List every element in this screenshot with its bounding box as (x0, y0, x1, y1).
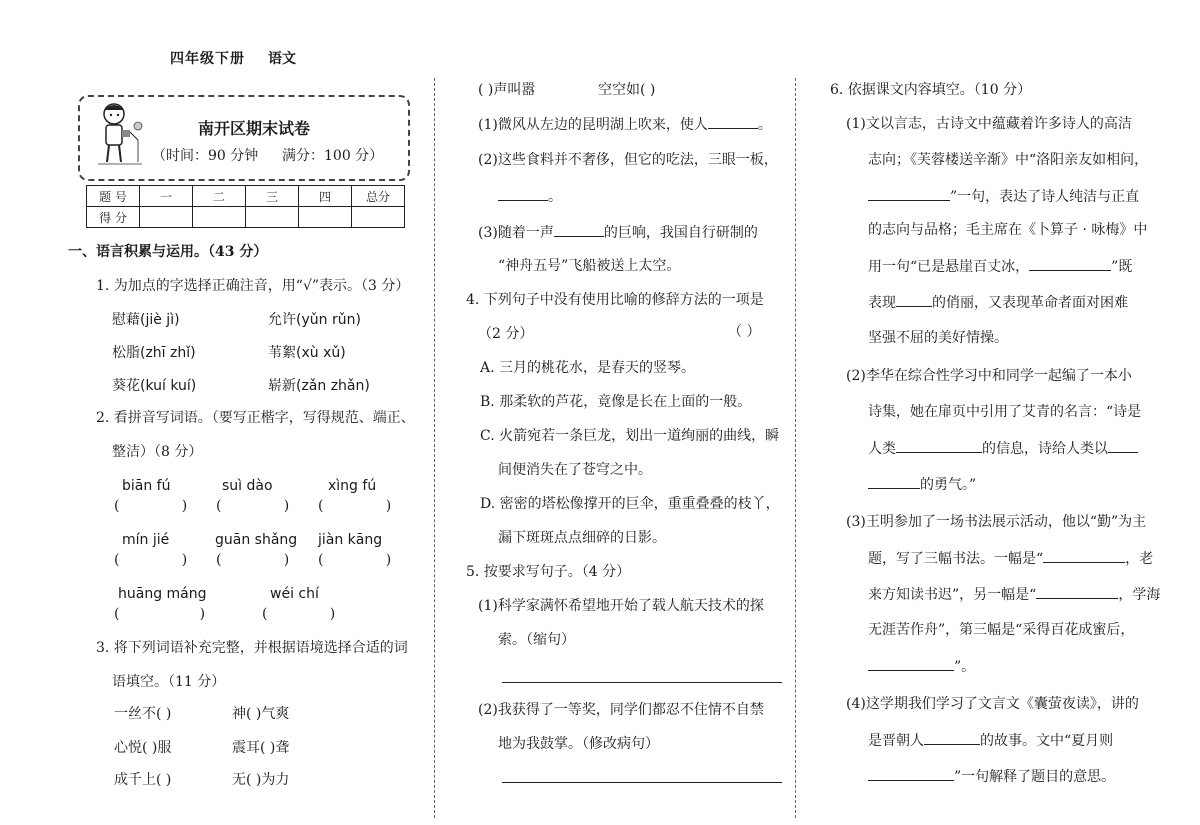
answer-paren[interactable]: ( ) (114, 606, 206, 622)
score-header: 一 (140, 186, 193, 207)
score-cell[interactable] (299, 207, 352, 228)
score-header: 题 号 (87, 186, 140, 207)
p1-line: 用一句“已是悬崖百丈冰， ”既 (868, 256, 1132, 277)
answer-blank[interactable] (1029, 256, 1111, 271)
answer-paren[interactable]: ( ) (262, 606, 336, 622)
column-divider (434, 78, 435, 818)
q2-pinyin: xìng fú (328, 478, 377, 494)
q2-pinyin: biān fú (122, 478, 171, 494)
score-cell[interactable] (246, 207, 299, 228)
score-header: 总分 (352, 186, 405, 207)
p2-line: 的勇气。” (868, 474, 976, 495)
p3-line: ”。 (868, 656, 975, 677)
p3-line: 来方知读书迟”，另一幅是“ ，学海 (868, 584, 1160, 605)
idiom-fill[interactable]: 成千上( ) (114, 772, 172, 788)
score-header: 四 (299, 186, 352, 207)
answer-blank[interactable] (1108, 438, 1138, 453)
answer-blank[interactable] (896, 438, 982, 453)
score-cell[interactable] (352, 207, 405, 228)
fill-sentence: (3)随着一声 的巨响，我国自行研制的 (478, 222, 758, 243)
option-b[interactable]: B. 那柔软的芦花，竟像是长在上面的一般。 (480, 394, 752, 410)
idiom-fill[interactable]: 无( )为力 (232, 772, 290, 788)
answer-line[interactable] (502, 782, 782, 783)
q1-item: 允许(yǔn rǔn) (268, 312, 361, 328)
answer-blank[interactable] (1043, 548, 1125, 563)
q1-item: 葵花(kuí kuí) (112, 378, 197, 394)
q1-item: 慰藉(jiè jì) (112, 312, 180, 328)
answer-paren[interactable]: （ ） (728, 324, 761, 340)
q4-stem: 4. 下列句子中没有使用比喻的修辞方法的一项是 (466, 292, 764, 308)
score-cell[interactable] (193, 207, 246, 228)
score-header: 二 (193, 186, 246, 207)
fill-sentence: (1)微风从左边的昆明湖上吹来，使人 。 (478, 114, 772, 135)
q5-sentence-cont: 索。（缩句） (498, 632, 575, 648)
p1-line: 坚强不屈的美好情操。 (868, 330, 1008, 346)
q2-stem-cont: 整洁）（8 分） (112, 444, 203, 460)
idiom-fill[interactable]: 震耳( )聋 (232, 740, 290, 756)
q2-pinyin: huāng máng (118, 586, 207, 602)
idiom-fill[interactable]: 空空如( ) (598, 82, 656, 98)
q2-pinyin: wéi chí (270, 586, 319, 602)
p1-line: 表现 的俏丽，又表现革命者面对困难 (868, 292, 1128, 313)
q6-stem: 6. 依据课文内容填空。（10 分） (830, 82, 1032, 98)
answer-blank[interactable] (924, 730, 980, 745)
score-table (86, 185, 405, 228)
idiom-fill[interactable]: 一丝不( ) (114, 706, 172, 722)
answer-paren[interactable]: ( ) (216, 552, 290, 568)
q2-stem: 2. 看拼音写词语。（要写正楷字，写得规范、端正、 (96, 410, 415, 426)
student-watering-icon (92, 100, 144, 168)
q1-item: 苇絮(xù xǔ) (268, 345, 346, 361)
score-row-label: 得 分 (87, 207, 140, 228)
exam-time: （时间：90 分钟 (152, 148, 259, 164)
fill-sentence: “神舟五号”飞船被送上太空。 (498, 258, 681, 274)
q2-pinyin: guān shǎng (215, 532, 298, 548)
q1-item: 松脂(zhī zhǐ) (112, 345, 196, 361)
answer-paren[interactable]: ( ) (216, 498, 290, 514)
score-cell[interactable] (140, 207, 193, 228)
answer-paren[interactable]: ( ) (318, 552, 392, 568)
idiom-fill[interactable]: 心悦( )服 (114, 740, 172, 756)
q1-stem: 1. 为加点的字选择正确注音，用“√”表示。（3 分） (96, 278, 410, 294)
p1-line: 志向；《芙蓉楼送辛渐》中“洛阳亲友如相问， (868, 152, 1149, 168)
option-d[interactable]: D. 密密的塔松像撑开的巨伞，重重叠叠的枝丫， (480, 496, 780, 512)
answer-blank[interactable] (554, 222, 604, 237)
p1-line: 的志向与品格；毛主席在《卜算子 · 咏梅》中 (868, 222, 1148, 238)
answer-paren[interactable]: ( ) (114, 498, 188, 514)
p1-line: (1)文以言志，古诗文中蕴藏着许多诗人的高洁 (846, 116, 1132, 132)
answer-paren[interactable]: ( ) (318, 498, 392, 514)
p4-line: 是晋朝人 的故事。文中“夏月则 (868, 730, 1113, 751)
answer-blank[interactable] (1036, 584, 1118, 599)
exam-title: 南开区期末试卷 (198, 119, 311, 138)
answer-blank[interactable] (868, 186, 950, 201)
idiom-fill[interactable]: 神( )气爽 (232, 706, 290, 722)
p4-line: (4)这学期我们学习了文言文《囊萤夜读》，讲的 (846, 696, 1139, 712)
p4-line: ”一句解释了题目的意思。 (868, 766, 1115, 787)
option-a[interactable]: A. 三月的桃花水，是春天的竖琴。 (480, 360, 696, 376)
answer-paren[interactable]: ( ) (114, 552, 188, 568)
q1-item: 崭新(zǎn zhǎn) (268, 378, 370, 394)
exam-full-score: 满分：100 分） (282, 148, 384, 164)
p3-line: (3)王明参加了一场书法展示活动，他以“勤”为主 (846, 514, 1147, 530)
answer-blank[interactable] (868, 656, 954, 671)
p3-line: 题，写了三幅书法。一幅是“ ，老 (868, 548, 1153, 569)
option-d-cont: 漏下斑斑点点细碎的日影。 (498, 530, 666, 546)
fill-sentence: 。 (498, 186, 562, 207)
grade-label: 四年级下册 (170, 51, 245, 67)
answer-blank[interactable] (896, 292, 932, 307)
q2-pinyin: jiàn kāng (318, 532, 383, 548)
q3-stem: 3. 将下列词语补充完整，并根据语境选择合适的词 (96, 640, 408, 656)
subject-label: 语文 (268, 51, 296, 67)
q2-pinyin: mín jié (122, 532, 170, 548)
p3-line: 无涯苦作舟”，第三幅是“采得百花成蜜后， (868, 622, 1135, 638)
answer-line[interactable] (502, 682, 782, 683)
fill-sentence: (2)这些食料并不奢侈，但它的吃法，三眼一板， (478, 152, 778, 168)
q2-pinyin: suì dào (222, 478, 273, 494)
idiom-fill[interactable]: ( )声叫嚣 (478, 82, 536, 98)
answer-blank[interactable] (868, 766, 954, 781)
q5-sentence: (2)我获得了一等奖，同学们都忍不住情不自禁 (478, 702, 764, 718)
score-header: 三 (246, 186, 299, 207)
p2-line: (2)李华在综合性学习中和同学一起编了一本小 (846, 368, 1132, 384)
option-c-cont: 间便消失在了苍穹之中。 (498, 462, 652, 478)
p1-line: ”一句，表达了诗人纯洁与正直 (868, 186, 1139, 207)
q5-sentence: (1)科学家满怀希望地开始了载人航天技术的探 (478, 598, 764, 614)
p2-line: 人类 的信息，诗给人类以 (868, 438, 1138, 459)
answer-blank[interactable] (868, 474, 920, 489)
q4-score: （2 分） (478, 326, 534, 342)
section1-title: 一、语言积累与运用。（43 分） (68, 244, 268, 260)
option-c[interactable]: C. 火箭宛若一条巨龙，划出一道绚丽的曲线，瞬 (480, 428, 780, 444)
q5-stem: 5. 按要求写句子。（4 分） (466, 564, 631, 580)
column-divider (795, 78, 796, 818)
answer-blank[interactable] (498, 186, 548, 201)
q3-stem-cont: 语填空。（11 分） (112, 674, 226, 690)
q5-sentence-cont: 地为我鼓掌。（修改病句） (498, 736, 659, 752)
p2-line: 诗集，她在扉页中引用了艾青的名言：“诗是 (868, 404, 1142, 420)
answer-blank[interactable] (708, 114, 758, 129)
